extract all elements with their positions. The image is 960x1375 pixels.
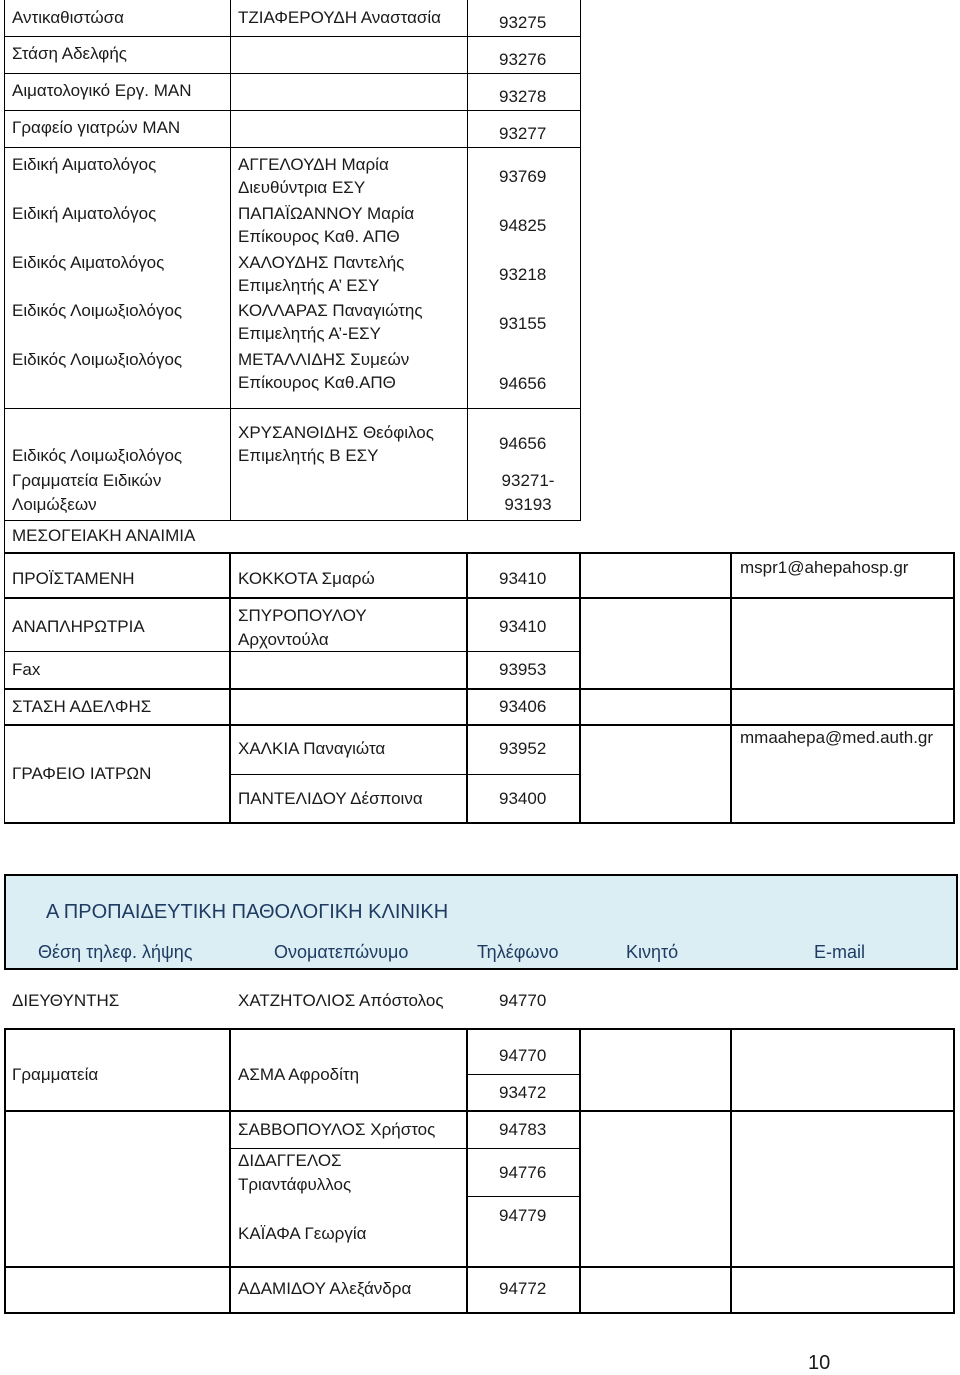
table-cell-name: ΚΟΛΛΑΡΑΣ Παναγιώτης	[238, 301, 423, 320]
divider	[4, 1028, 955, 1030]
divider	[229, 552, 231, 824]
table-cell-phone: 93218	[499, 265, 547, 284]
column-header: E-mail	[814, 942, 866, 962]
divider	[730, 1028, 732, 1314]
section-heading: ΜΕΣΟΓΕΙΑΚΗ ΑΝΑΙΜΙΑ	[12, 526, 196, 545]
table-cell-phone: 93410	[499, 617, 547, 636]
divider	[580, 408, 581, 520]
divider	[4, 36, 581, 37]
divider	[4, 1028, 6, 1314]
table-cell-name: ΧΑΛΟΥΔΗΣ Παντελής	[238, 253, 405, 272]
table-cell-phone: 93276	[499, 50, 547, 69]
table-cell-name: ΚΟΚΚΟΤΑ Σμαρώ	[238, 569, 375, 588]
column-header: Θέση τηλεφ. λήψης	[38, 942, 193, 962]
divider	[4, 408, 581, 409]
divider	[953, 1028, 955, 1314]
divider	[466, 552, 468, 824]
table-cell-name: ΣΑΒΒΟΠΟΥΛΟΣ Χρήστος	[238, 1120, 436, 1139]
table-cell-phone: 93277	[499, 124, 547, 143]
page-number: 10	[808, 1352, 831, 1374]
table-cell-phone: 94825	[499, 216, 547, 235]
column-header: Τηλέφωνο	[477, 942, 559, 962]
divider	[4, 1110, 955, 1112]
divider	[4, 552, 955, 554]
table-cell-phone: 94656	[499, 374, 547, 393]
table-cell-phone: 94779	[499, 1206, 547, 1225]
divider	[4, 73, 581, 74]
table-cell-name: ΔΙΔΑΓΓΕΛΟΣ Τριαντάφυλλος	[238, 1151, 352, 1194]
table-cell-role: Ειδικός Λοιμωξιολόγος	[12, 350, 183, 369]
table-cell-role: ΓΡΑΦΕΙΟ ΙΑΤΡΩΝ	[12, 764, 152, 783]
divider	[579, 1028, 581, 1314]
table-cell-title: Επίκουρος Καθ.ΑΠΘ	[238, 373, 396, 392]
table-cell-phone: 93275	[499, 13, 547, 32]
table-cell-title: Επίκουρος Καθ. ΑΠΘ	[238, 227, 400, 246]
divider	[4, 822, 955, 824]
table-cell-name: ΠΑΝΤΕΛΙΔΟΥ Δέσποινα	[238, 789, 423, 808]
divider	[230, 0, 231, 408]
table-cell-title: Διευθύντρια ΕΣΥ	[238, 178, 366, 197]
divider	[467, 408, 468, 520]
table-cell-role: Ειδικός Λοιμωξιολόγος	[12, 446, 183, 465]
table-cell-role: Fax	[12, 660, 41, 679]
table-cell-name: ΑΣΜΑ Αφροδίτη	[238, 1065, 360, 1084]
table-cell-phone: 94656	[499, 434, 547, 453]
table-cell-title: Επιμελητής Β ΕΣΥ	[238, 446, 379, 465]
clinic-title: Α ΠΡΟΠΑΙΔΕΥΤΙΚΗ ΠΑΘΟΛΟΓΙΚΗ ΚΛΙΝΙΚΗ	[46, 901, 449, 923]
table-cell-role: ΑΝΑΠΛΗΡΩΤΡΙΑ	[12, 617, 145, 636]
table-cell-phone: 93769	[499, 167, 547, 186]
table-cell-role: Γραμματεία	[12, 1065, 99, 1084]
column-header: Κινητό	[626, 942, 679, 962]
table-cell-role: Ειδικός Αιματολόγος	[12, 253, 165, 272]
table-cell-role: Ειδική Αιματολόγος	[12, 155, 157, 174]
table-cell-role: Αντικαθιστώσα	[12, 8, 124, 27]
table-cell-name: ΚΑΪΑΦΑ Γεωργία	[238, 1224, 367, 1243]
table-cell-name: ΜΕΤΑΛΛΙΔΗΣ Συμεών	[238, 350, 410, 369]
email-link[interactable]: mspr1@ahepahosp.gr	[740, 558, 909, 577]
table-cell-role: Ειδική Αιματολόγος	[12, 204, 157, 223]
table-cell-phone: 93953	[499, 660, 547, 679]
table-cell-role: ΣΤΑΣΗ ΑΔΕΛΦΗΣ	[12, 697, 152, 716]
table-cell-name: ΠΑΠΑΪΩΑΝΝΟΥ Μαρία	[238, 204, 415, 223]
divider	[467, 0, 468, 408]
table-cell-phone: 93400	[499, 789, 547, 808]
divider	[229, 1028, 231, 1314]
divider	[230, 408, 231, 520]
divider	[467, 1074, 581, 1075]
table-cell-phone: 93278	[499, 87, 547, 106]
table-cell-name: ΤΖΙΑΦΕΡΟΥΔΗ Αναστασία	[238, 8, 442, 27]
table-cell-phone: 93271- 93193	[501, 471, 555, 514]
column-header: Ονοματεπώνυμο	[274, 942, 409, 962]
divider	[4, 520, 581, 521]
divider	[230, 774, 581, 775]
table-cell-role: Αιματολογικό Εργ. ΜΑΝ	[12, 81, 192, 100]
divider	[4, 688, 955, 690]
table-cell-phone: 93155	[499, 314, 547, 333]
table-cell-role: Ειδικός Λοιμωξιολόγος	[12, 301, 183, 320]
divider	[730, 552, 732, 824]
divider	[4, 110, 581, 111]
divider	[4, 147, 581, 148]
table-cell-role: Στάση Αδελφής	[12, 44, 127, 63]
table-cell-title: Επιμελητής Α’-ΕΣΥ	[238, 324, 382, 343]
table-cell-name: ΧΑΛΚΙΑ Παναγιώτα	[238, 739, 386, 758]
table-cell-name: ΑΔΑΜΙΔΟΥ Αλεξάνδρα	[238, 1279, 412, 1298]
divider	[4, 408, 5, 824]
table-cell-phone: 94783	[499, 1120, 547, 1139]
divider	[4, 597, 955, 599]
table-cell-role: ΔΙΕΥΘΥΝΤΗΣ	[12, 991, 120, 1010]
divider	[4, 0, 5, 408]
email-link[interactable]: mmaahepa@med.auth.gr	[740, 728, 934, 747]
table-cell-phone: 94770	[499, 991, 547, 1010]
table-cell-phone: 93472	[499, 1083, 547, 1102]
table-cell-name: ΧΑΤΖΗΤΟΛΙΟΣ Απόστολος	[238, 991, 444, 1010]
divider	[4, 1266, 955, 1268]
table-cell-title: Επιμελητής Α’ ΕΣΥ	[238, 276, 380, 295]
divider	[4, 1312, 955, 1314]
divider	[580, 0, 581, 408]
table-cell-phone: 94770	[499, 1046, 547, 1065]
divider	[579, 552, 581, 824]
table-cell-phone: 93406	[499, 697, 547, 716]
table-cell-name: ΣΠΥΡΟΠΟΥΛΟΥ Αρχοντούλα	[238, 606, 367, 649]
table-cell-role: Γραφείο γιατρών ΜΑΝ	[12, 118, 181, 137]
table-cell-name: ΑΓΓΕΛΟΥΔΗ Μαρία	[238, 155, 389, 174]
table-cell-role: ΠΡΟΪΣΤΑΜΕΝΗ	[12, 569, 135, 588]
table-cell-phone: 93952	[499, 739, 547, 758]
table-cell-phone: 93410	[499, 569, 547, 588]
divider	[953, 552, 955, 824]
table-cell-phone: 94772	[499, 1279, 547, 1298]
table-cell-name: ΧΡΥΣΑΝΘΙΔΗΣ Θεόφιλος	[238, 423, 434, 442]
divider	[467, 1196, 581, 1197]
table-cell-phone: 94776	[499, 1163, 547, 1182]
table-cell-role: Γραμματεία Ειδικών Λοιμώξεων	[12, 471, 162, 514]
divider	[466, 1028, 468, 1314]
